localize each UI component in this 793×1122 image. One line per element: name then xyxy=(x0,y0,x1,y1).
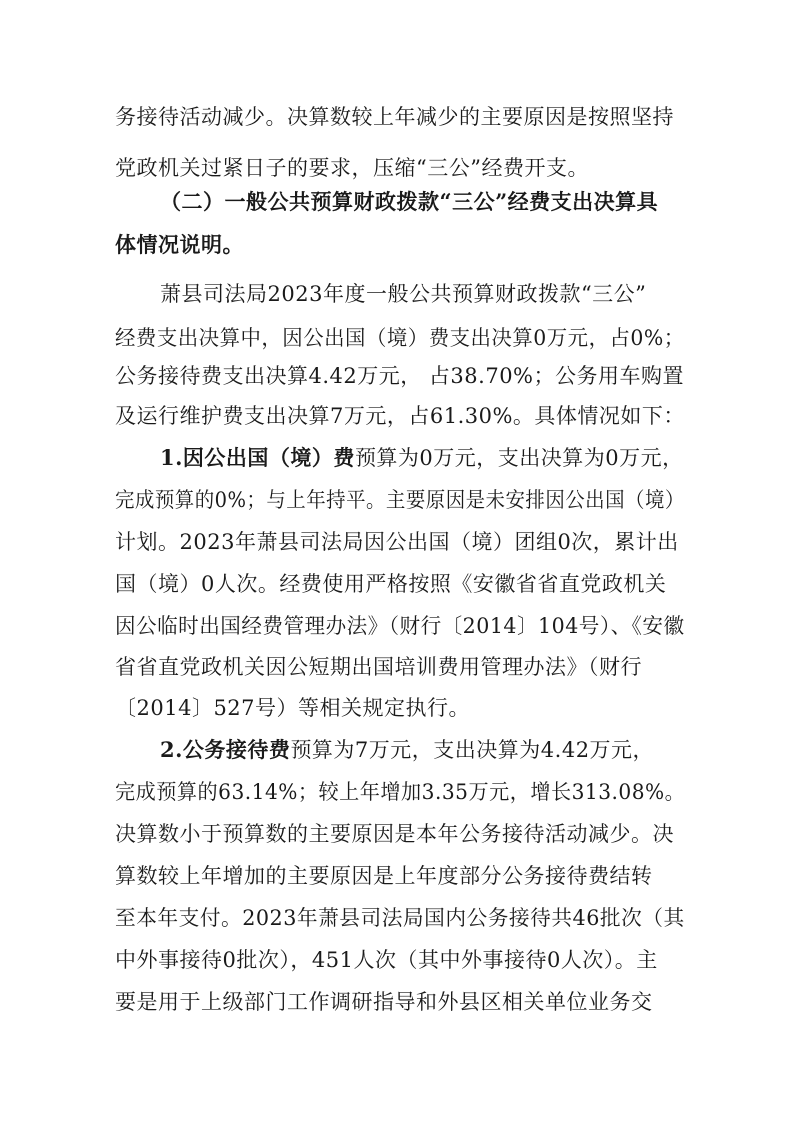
paragraph-line: 因公临时出国经费管理办法》（财行〔2014〕104号）、《安徽 xyxy=(115,614,685,638)
paragraph-line: 及运行维护费支出决算7万元，占61.30%。具体情况如下： xyxy=(115,404,685,428)
paragraph-line: 经费支出决算中，因公出国（境）费支出决算0万元，占0%； xyxy=(115,326,685,350)
paragraph-line: 决算数小于预算数的主要原因是本年公务接待活动减少。决 xyxy=(115,822,674,846)
section-heading: （二）一般公共预算财政拨款“三公”经费支出决算具 xyxy=(160,189,659,214)
paragraph-line: 省省直党政机关因公短期出国培训费用管理办法》（财行 xyxy=(115,655,642,679)
section-heading: 体情况说明。 xyxy=(115,232,244,257)
paragraph-line: 完成预算的63.14%；较上年增加3.35万元，增长313.08%。 xyxy=(115,780,686,804)
paragraph-line xyxy=(160,730,685,770)
paragraph-line: 要是用于上级部门工作调研指导和外县区相关单位业务交 xyxy=(115,990,653,1014)
item-heading: 2.公务接待费 xyxy=(160,737,291,762)
paragraph-line: 公务接待费支出决算4.42万元， 占38.70%；公务用车购置 xyxy=(115,364,685,388)
item-text: 预算为0万元，支出决算为0万元， xyxy=(354,446,684,470)
paragraph-line: 〔2014〕527号）等相关规定执行。 xyxy=(115,696,471,720)
paragraph-line: 至本年支付。2023年萧县司法局国内公务接待共46批次（其 xyxy=(115,906,685,930)
paragraph-line: 中外事接待0批次），451人次（其中外事接待0人次）。主 xyxy=(115,948,658,972)
paragraph-line: 完成预算的0%；与上年持平。主要原因是未安排因公出国（境） xyxy=(115,488,685,512)
item-text: 预算为7万元，支出决算为4.42万元， xyxy=(290,738,655,762)
paragraph-line xyxy=(160,438,685,478)
paragraph-line: 算数较上年增加的主要原因是上年度部分公务接待费结转 xyxy=(115,864,653,888)
paragraph-line: 党政机关过紧日子的要求，压缩“三公”经费开支。 xyxy=(115,156,589,180)
item-heading: 1.因公出国（境）费 xyxy=(160,445,355,470)
paragraph-line: 萧县司法局2023年度一般公共预算财政拨款“三公” xyxy=(160,282,647,306)
paragraph-line: 计划。2023年萧县司法局因公出国（境）团组0次，累计出 xyxy=(115,530,679,554)
paragraph-line: 国（境）0人次。经费使用严格按照《安徽省省直党政机关 xyxy=(115,572,667,596)
paragraph-line: 务接待活动减少。决算数较上年减少的主要原因是按照坚持 xyxy=(115,105,674,129)
